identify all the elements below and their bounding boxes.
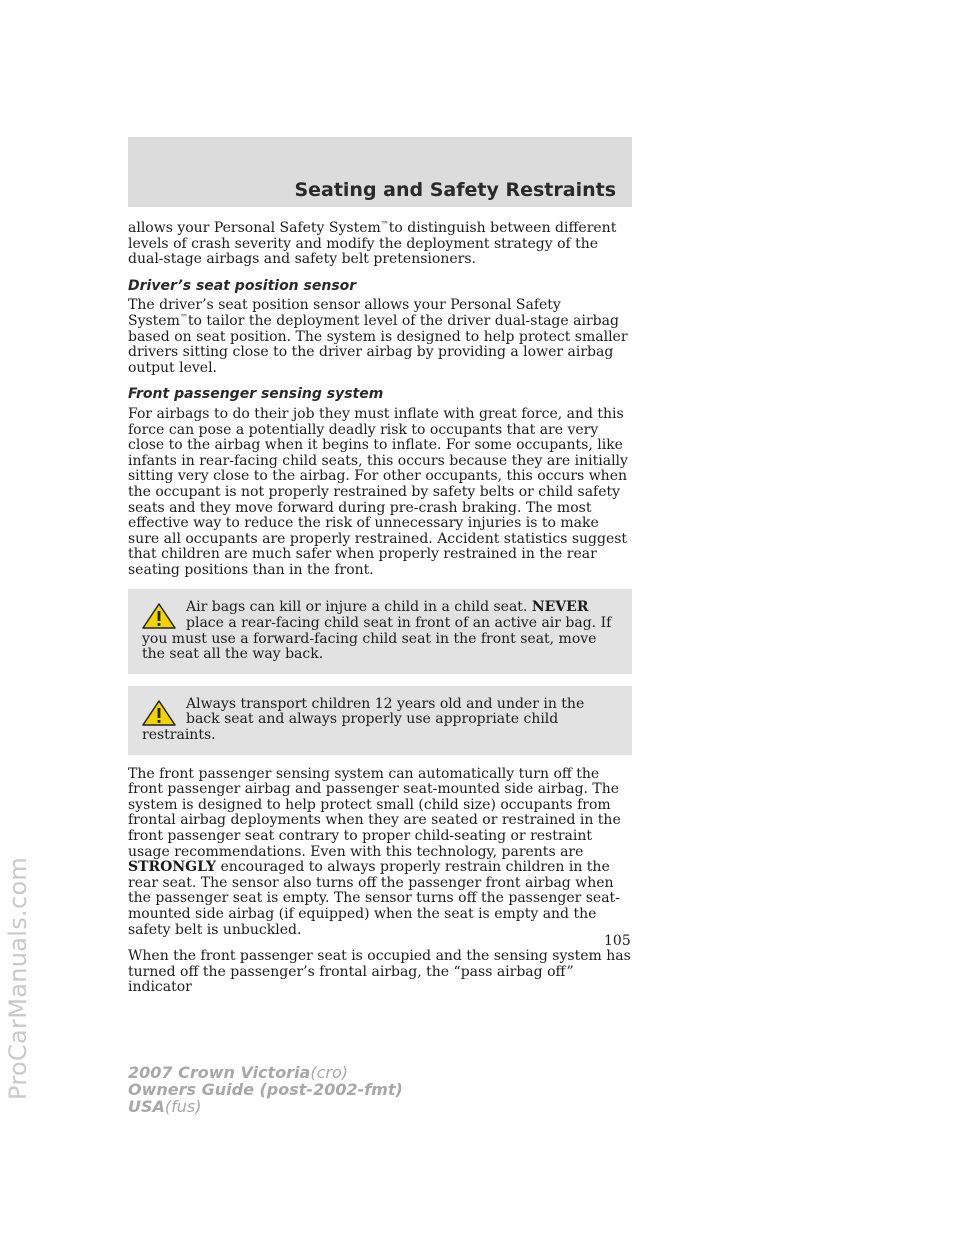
section-title: Seating and Safety Restraints bbox=[294, 179, 616, 201]
strongly-emphasis: STRONGLY bbox=[128, 859, 217, 876]
watermark: ProCarManuals.com bbox=[4, 856, 32, 1100]
warning-triangle-icon bbox=[142, 700, 176, 726]
warning-text-rear-seat: Always transport children 12 years old and under in the back seat and always properly use appropriate child restraints. bbox=[142, 695, 585, 744]
intro-paragraph: allows your Personal Safety System™to distinguish between different levels of crash severity and modify the deployment strategy of the dual-stage airbags and safety belt pretensioners. bbox=[128, 220, 617, 268]
sensing-system-paragraph: The front passenger sensing system can automatically turn off the front passenger airbag and passenger seat-mounted side airbag. The system is designed to help protect small (child size) occupants from frontal airbag deployments when they are seated or restrained in the front passenger seat contrary to proper child-seating or restraint usage recommendations. Even with this technology, parents are STRONGLY encouraged to always properly restrain children in the rear seat. The sensor also turns off the passenger front airbag when the passenger seat is empty. The sensor turns off the passenger seat-mounted side airbag (if equipped) when the seat is empty and the safety belt is unbuckled. bbox=[128, 765, 621, 938]
passenger-sensing-paragraph: For airbags to do their job they must inflate with great force, and this force can pose a potentially deadly risk to occupants that are very close to the airbag when it begins to inflate. For some occupants, like infants in rear-facing child seats, this occurs because they are initially sitting very close to the airbag. For other occupants, this occurs when the occupant is not properly restrained by safety belts or child safety seats and they move forward during pre-crash braking. The most effective way to reduce the risk of unnecessary injuries is to make sure all occupants are properly restrained. Accident statistics suggest that children are much safer when properly restrained in the rear seating positions than in the front. bbox=[128, 405, 628, 578]
passenger-sensing-heading: Front passenger sensing system bbox=[128, 386, 384, 403]
warning-box-rear-seat bbox=[128, 686, 632, 755]
seat-sensor-paragraph: The driver’s seat position sensor allows your Personal Safety System™to tailor the deployment level of the driver dual-stage airbag based on seat position. The system is designed to help protect smaller drivers sitting close to the driver airbag by providing a lower airbag output level. bbox=[128, 297, 628, 376]
footer-line-guide: Owners Guide (post-2002-fmt) bbox=[128, 1080, 403, 1099]
document-footer bbox=[128, 1064, 403, 1115]
warning-box-child-seat bbox=[128, 589, 632, 673]
warning-triangle-icon bbox=[142, 603, 176, 629]
page-content bbox=[128, 221, 632, 1007]
section-header-band bbox=[128, 137, 632, 207]
seat-sensor-heading: Driver’s seat position sensor bbox=[128, 277, 357, 294]
footer-line-model: 2007 Crown Victoria(cro) bbox=[128, 1063, 349, 1082]
warning-text-child-seat: Air bags can kill or injure a child in a child seat. NEVER place a rear-facing child seat in front of an active air bag. If you must use a forward-facing child seat in the front seat, move the seat all the way back. bbox=[142, 599, 612, 663]
page-number: 105 bbox=[604, 933, 631, 949]
final-paragraph: When the front passenger seat is occupied and the sensing system has turned off the passenger’s frontal airbag, the “pass airbag off” indicator bbox=[128, 948, 631, 996]
trademark-symbol: ™ bbox=[380, 220, 389, 229]
footer-line-region: USA(fus) bbox=[128, 1097, 202, 1116]
trademark-symbol: ™ bbox=[179, 312, 188, 322]
warning-emphasis: NEVER bbox=[531, 599, 589, 616]
